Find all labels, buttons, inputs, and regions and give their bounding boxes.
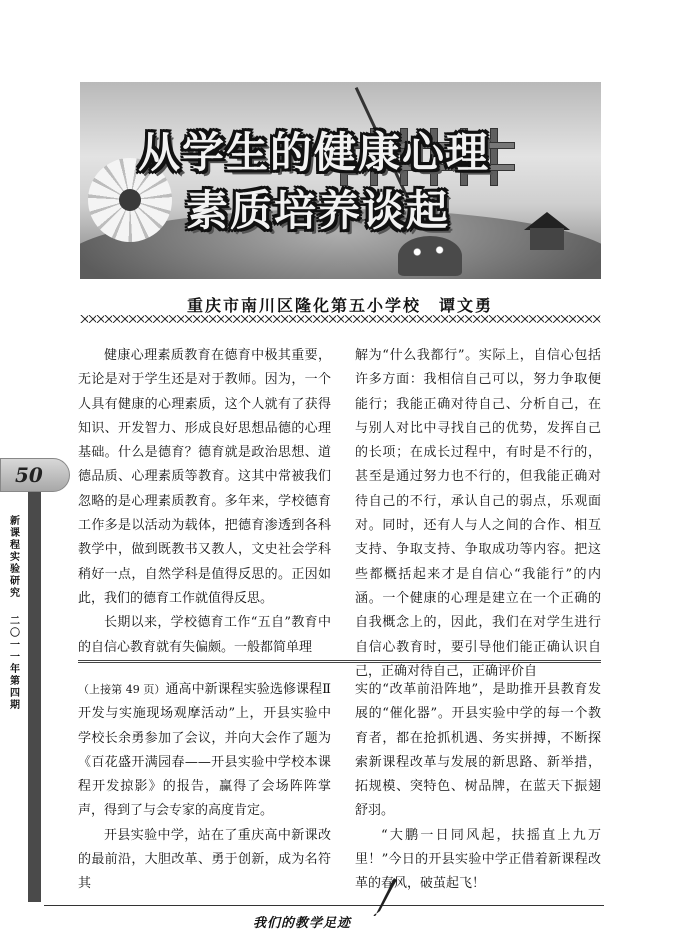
journal-name: 新课程实验研究 <box>10 516 20 599</box>
footer-rule <box>44 905 604 906</box>
continuation-paragraph: 开县实验中学，站在了重庆高中新课改的最前沿，大胆改革、勇于创新，成为名符其 <box>78 827 331 892</box>
continuation-left-column <box>78 678 331 897</box>
zigzag-divider <box>80 315 601 323</box>
article-title-line2: 素质培养谈起 <box>186 186 451 235</box>
continuation-text: 通高中新课程实验选修课程Ⅱ开发与实施现场观摩活动”上，开县实验中学校长余勇参加了会议，并向大会作了题为《百花盛开满园春——开县实验中学校本课程开发掠影》的报告，赢得了会场阵阵掌声，得到了与会专家的高度肯定。 <box>78 682 331 819</box>
footer-column-name: 我们的教学足迹 <box>253 916 352 931</box>
article-paragraph: 长期以来，学校德育工作“五自”教育中的自信心教育就有失偏颇。一般都简单理 <box>78 615 331 655</box>
house-illustration <box>530 228 564 250</box>
continuation-paragraph <box>78 678 331 824</box>
mushroom-illustration <box>398 236 462 276</box>
daisy-center <box>119 189 141 211</box>
journal-issue: 二〇一一年第四期 <box>10 616 20 711</box>
continuation-paragraph: 实的“改革前沿阵地”，是助推开县教育发展的“催化器”。开县实验中学的每一个教育者，都在抢抓机遇、务实拼搏，不断探索新课程改革与发展的新思路、新举措，拓规模、突特色、树品牌，在蓝天下振翅舒羽。 <box>355 682 601 819</box>
article-title-line1: 从学生的健康心理 <box>138 128 491 177</box>
page-number-tab <box>0 458 70 492</box>
side-strip <box>28 492 41 902</box>
article-paragraph: 解为“什么我都行”。实际上，自信心包括许多方面：我相信自己可以，努力争取便能行；我能正确对待自己、分析自己，在与别人对比中寻找自己的优势，发挥自己的长项；在成长过程中，有时是不行的，甚至是通过努力也不行的，但我能正确对待自己的不行，承认自己的弱点，乐观面对。同时，还有人与人之间的合作、相互支持、争取支持、争取成功等内容。把这些都概括起来才是自信心“我能行”的内涵。一个健康的心理是建立在一个正确的自我概念上的，因此，我们在对学生进行自信心教育时，要引导他们能正确认识自己，正确对待自己，正确评价自 <box>355 348 601 679</box>
continuation-ref: （上接第 49 页） <box>78 683 166 696</box>
pen-icon <box>370 876 400 916</box>
article-left-column <box>78 344 331 660</box>
continuation-paragraph: “大鹏一日同风起，扶摇直上九万里！”今日的开县实验中学正借着新课程改革的春风，破茧起飞！ <box>355 827 601 892</box>
side-bar <box>0 458 44 898</box>
article-right-column <box>355 344 601 684</box>
author-byline: 重庆市南川区隆化第五小学校 谭文勇 <box>186 296 493 315</box>
continuation-right-column <box>355 678 601 897</box>
article-paragraph: 健康心理素质教育在德育中极其重要，无论是对于学生还是对于教师。因为，一个人具有健康的心理素质，这个人就有了获得知识、开发智力、形成良好思想品德的心理基础。什么是德育？德育就是政治思想、道德品质、心理素质等教育。这其中常被我们忽略的是心理素质教育。多年来，学校德育工作多是以活动为载体，把德育渗透到各科教学中，做到既教书又教人，文史社会学科稍好一点，自然学科是值得反思的。正因如此，我们的德育工作就值得反思。 <box>78 348 331 606</box>
page-number: 50 <box>15 463 43 487</box>
section-divider <box>78 660 601 663</box>
